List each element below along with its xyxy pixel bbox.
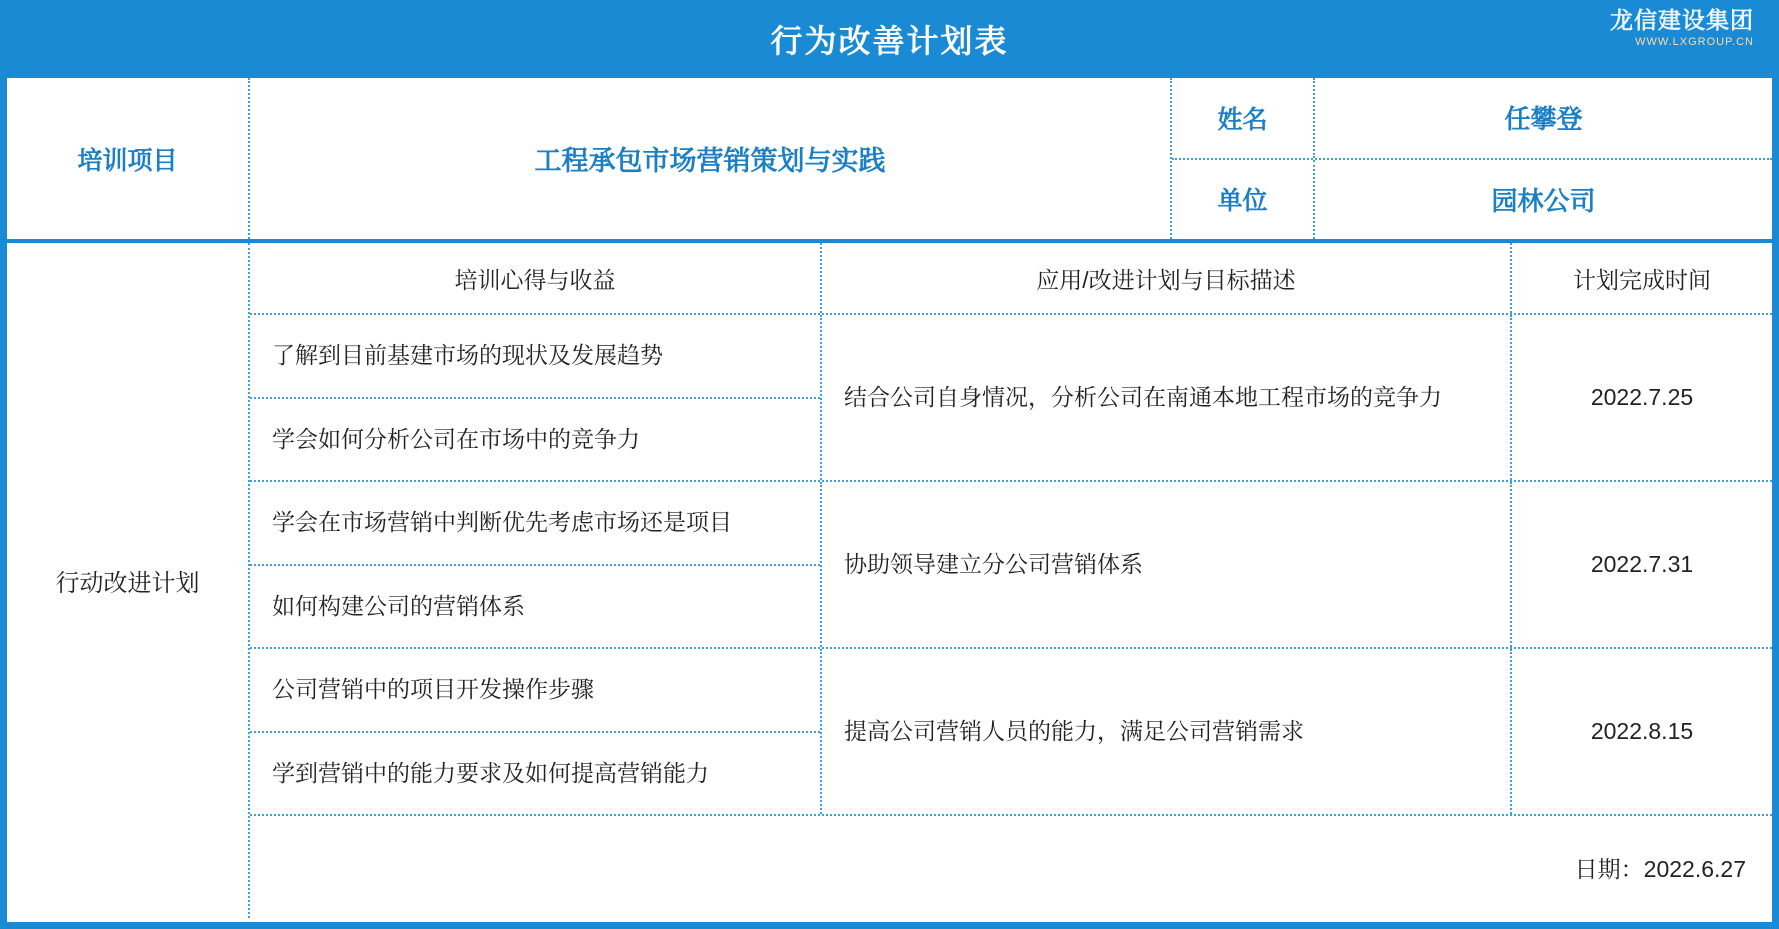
training-project-value: 工程承包市场营销策划与实践 bbox=[250, 78, 1172, 239]
column-header-plan: 应用/改进计划与目标描述 bbox=[822, 243, 1512, 313]
name-value: 任攀登 bbox=[1504, 104, 1583, 135]
table-header-row bbox=[250, 243, 1772, 315]
due-cell: 2022.7.25 bbox=[1590, 384, 1694, 410]
plan-cell: 结合公司自身情况，分析公司在南通本地工程市场的竞争力 bbox=[822, 315, 1512, 480]
page-title: 行为改善计划表 bbox=[770, 23, 1009, 59]
unit-value: 园林公司 bbox=[1491, 185, 1596, 216]
table-row bbox=[250, 649, 1772, 816]
company-name: 龙信建设集团 bbox=[1610, 7, 1754, 33]
insight-item: 学会在市场营销中判断优先考虑市场还是项目 bbox=[250, 482, 820, 566]
info-block bbox=[7, 78, 1772, 243]
insight-cell bbox=[250, 315, 822, 480]
person-info bbox=[1172, 78, 1772, 239]
table-row bbox=[250, 482, 1772, 649]
insight-item: 公司营销中的项目开发操作步骤 bbox=[250, 649, 820, 733]
column-header-insights: 培训心得与收益 bbox=[250, 243, 822, 313]
action-plan-block bbox=[7, 243, 1772, 918]
plan-cell: 提高公司营销人员的能力，满足公司营销需求 bbox=[822, 649, 1512, 814]
insight-item: 学到营销中的能力要求及如何提高营销能力 bbox=[272, 759, 709, 786]
training-project-label: 培训项目 bbox=[7, 78, 250, 239]
action-plan-label: 行动改进计划 bbox=[7, 243, 250, 918]
unit-row bbox=[1172, 160, 1772, 240]
plan-cell: 协助领导建立分公司营销体系 bbox=[822, 482, 1512, 647]
insight-cell bbox=[250, 649, 822, 814]
date-footer: 日期：2022.6.27 bbox=[1574, 855, 1746, 882]
name-row bbox=[1172, 78, 1772, 160]
document-header bbox=[7, 0, 1772, 78]
insight-item: 学会如何分析公司在市场中的竞争力 bbox=[272, 425, 640, 452]
insight-item: 了解到目前基建市场的现状及发展趋势 bbox=[250, 315, 820, 399]
action-plan-table bbox=[250, 243, 1772, 918]
company-url: WWW.LXGROUP.CN bbox=[1635, 36, 1754, 49]
unit-label: 单位 bbox=[1172, 160, 1315, 240]
company-logo bbox=[1610, 8, 1754, 48]
due-cell: 2022.7.31 bbox=[1590, 551, 1694, 577]
insight-item: 如何构建公司的营销体系 bbox=[272, 592, 525, 619]
due-cell: 2022.8.15 bbox=[1590, 718, 1694, 744]
insight-cell bbox=[250, 482, 822, 647]
table-row bbox=[250, 315, 1772, 482]
column-header-due: 计划完成时间 bbox=[1573, 266, 1711, 293]
name-label: 姓名 bbox=[1172, 78, 1315, 158]
